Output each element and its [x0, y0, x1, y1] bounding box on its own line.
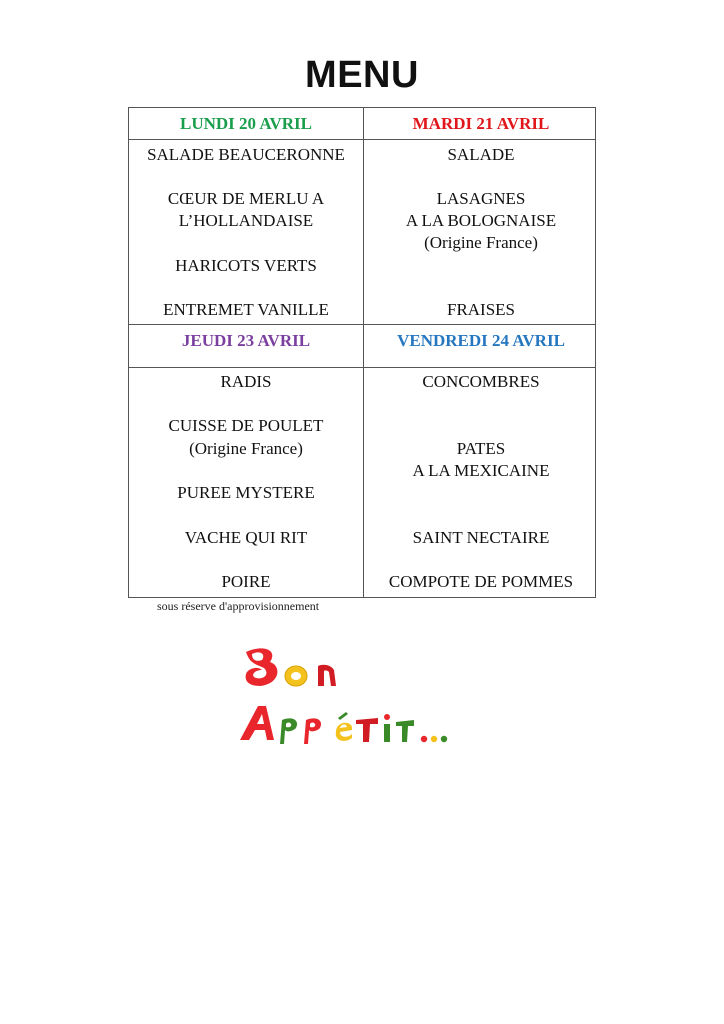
menu-item: SAINT NECTAIRE: [412, 528, 550, 547]
menu-item: COMPOTE DE POMMES: [388, 572, 574, 591]
menu-table: [128, 107, 596, 598]
menu-item: SALADE: [447, 145, 515, 164]
row-divider: [129, 324, 595, 325]
footnote: sous réserve d'approvisionnement: [157, 599, 320, 613]
page-title: MENU: [305, 54, 419, 96]
row-divider: [129, 139, 595, 140]
menu-item: ENTREMET VANILLE: [163, 300, 329, 319]
menu-item: PUREE MYSTERE: [177, 483, 315, 502]
menu-item: A LA BOLOGNAISE: [405, 211, 557, 230]
logo-word-appetit: [240, 706, 447, 744]
menu-item: HARICOTS VERTS: [175, 256, 317, 275]
menu-item: VACHE QUI RIT: [184, 528, 308, 547]
day-header-jeudi: JEUDI 23 AVRIL: [181, 331, 311, 350]
menu-item: CŒUR DE MERLU A: [167, 189, 325, 208]
row-divider: [129, 367, 595, 368]
day-header-mardi: MARDI 21 AVRIL: [412, 114, 550, 133]
menu-item: LASAGNES: [436, 189, 526, 208]
day-header-lundi: LUNDI 20 AVRIL: [180, 114, 312, 133]
menu-item: SALADE BEAUCERONNE: [147, 145, 345, 164]
menu-item: L’HOLLANDAISE: [178, 211, 314, 230]
menu-item: PATES: [456, 439, 506, 458]
menu-item: FRAISES: [446, 300, 516, 319]
menu-item: CONCOMBRES: [422, 372, 540, 391]
menu-item: POIRE: [221, 572, 271, 591]
bon-appetit-logo: [236, 640, 486, 760]
menu-item: A LA MEXICAINE: [412, 461, 550, 480]
logo-word-bon: [246, 648, 336, 686]
menu-item: (Origine France): [424, 233, 538, 252]
day-header-vendredi: VENDREDI 24 AVRIL: [397, 331, 565, 350]
menu-item: (Origine France): [189, 439, 303, 458]
menu-item: RADIS: [220, 372, 272, 391]
menu-item: CUISSE DE POULET: [168, 416, 324, 435]
